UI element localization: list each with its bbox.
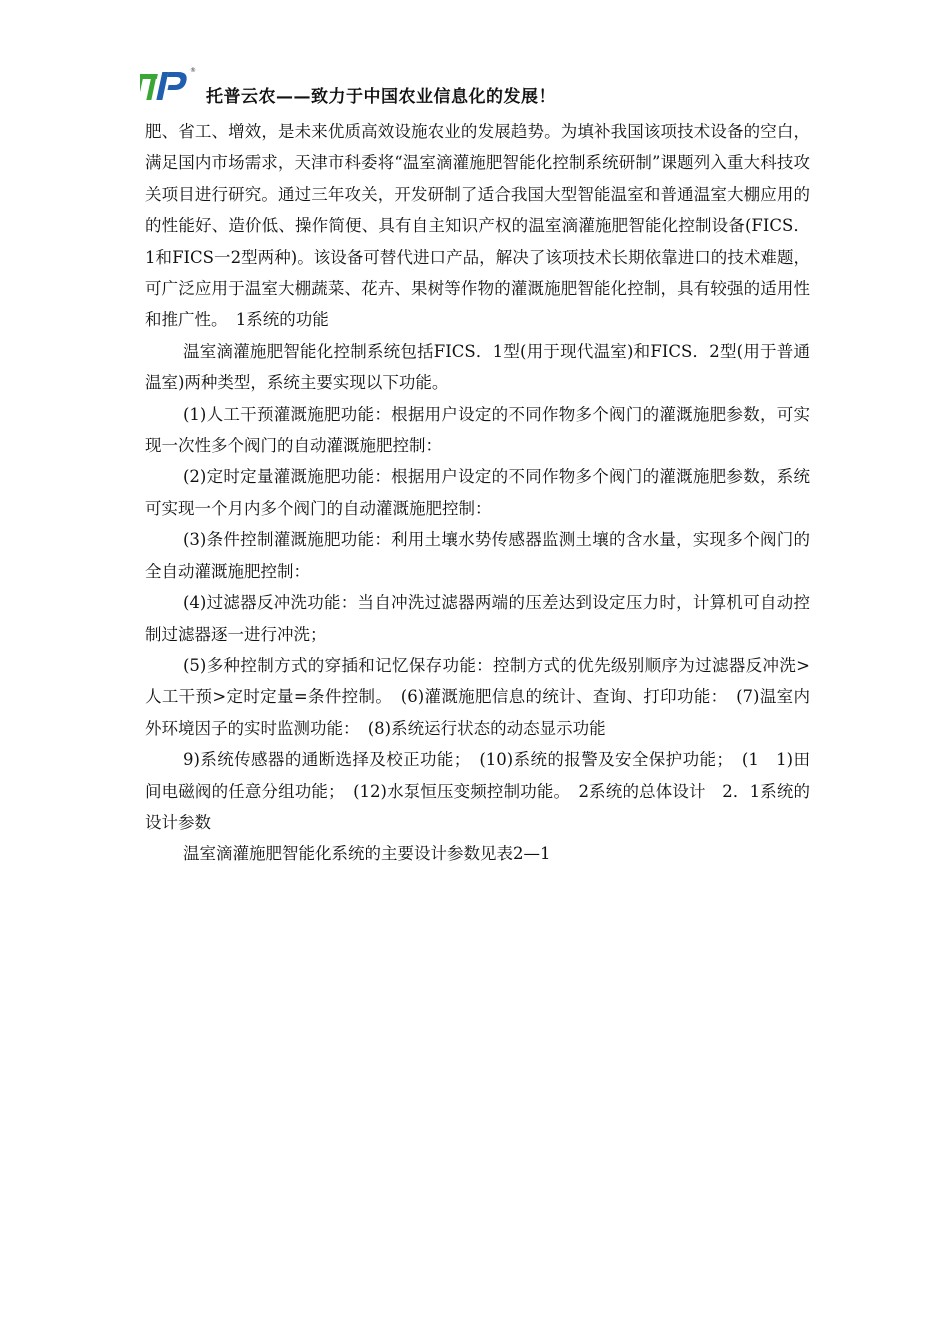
paragraph-function-5-8: (5)多种控制方式的穿插和记忆保存功能：控制方式的优先级别顺序为过滤器反冲洗>人工干预>定时定量=条件控制。 (6)灌溉施肥信息的统计、查询、打印功能： (7)温室内外环境因子的实时监测功能： (8)系统运行状态的动态显示功能 xyxy=(145,655,810,738)
paragraph-function-9-12: 9)系统传感器的通断选择及校正功能； (10)系统的报警及安全保护功能； (1 1)田间电磁阀的任意分组功能； (12)水泵恒压变频控制功能。 2系统的总体设计 2．1系统的设计参数 xyxy=(145,750,810,832)
paragraph-intro: 肥、省工、增效，是未来优质高效设施农业的发展趋势。为填补我国该项技术设备的空白，满足国内市场需求，天津市科委将“温室滴灌施肥智能化控制系统研制”课题列入重大科技攻关项目进行研究。通过三年攻关，开发研制了适合我国大型智能温室和普通温室大棚应用的的性能好、造价低、操作简便、具有自主知识产权的温室滴灌施肥智能化控制设备(FICS．1和FICS一2型两种)。该设备可替代进口产品，解决了该项技术长期依靠进口的技术难题，可广泛应用于温室大棚蔬菜、花卉、果树等作物的灌溉施肥智能化控制，具有较强的适用性和推广性。 1系统的功能 xyxy=(145,122,810,330)
paragraph-function-1: (1)人工干预灌溉施肥功能：根据用户设定的不同作物多个阀门的灌溉施肥参数，可实现一次性多个阀门的自动灌溉施肥控制： xyxy=(145,404,810,456)
paragraph-system-types: 温室滴灌施肥智能化控制系统包括FICS．1型(用于现代温室)和FICS．2型(用于普通温室)两种类型，系统主要实现以下功能。 xyxy=(145,341,810,393)
header-slogan: 托普云农——致力于中国农业信息化的发展！ xyxy=(206,87,556,107)
company-logo xyxy=(140,64,196,104)
paragraph-function-4: (4)过滤器反冲洗功能：当自冲洗过滤器两端的压差达到设定压力时，计算机可自动控制过滤器逐一进行冲洗； xyxy=(145,593,810,644)
page-header xyxy=(140,64,840,108)
paragraph-function-3: (3)条件控制灌溉施肥功能：利用土壤水势传感器监测土壤的含水量，实现多个阀门的全自动灌溉施肥控制： xyxy=(145,530,810,581)
svg-text:®: ® xyxy=(190,67,196,74)
paragraph-design-params: 温室滴灌施肥智能化系统的主要设计参数见表2—1 xyxy=(183,844,551,864)
document-body xyxy=(145,116,810,870)
paragraph-function-2: (2)定时定量灌溉施肥功能：根据用户设定的不同作物多个阀门的灌溉施肥参数，系统可实现一个月内多个阀门的自动灌溉施肥控制： xyxy=(145,467,810,518)
